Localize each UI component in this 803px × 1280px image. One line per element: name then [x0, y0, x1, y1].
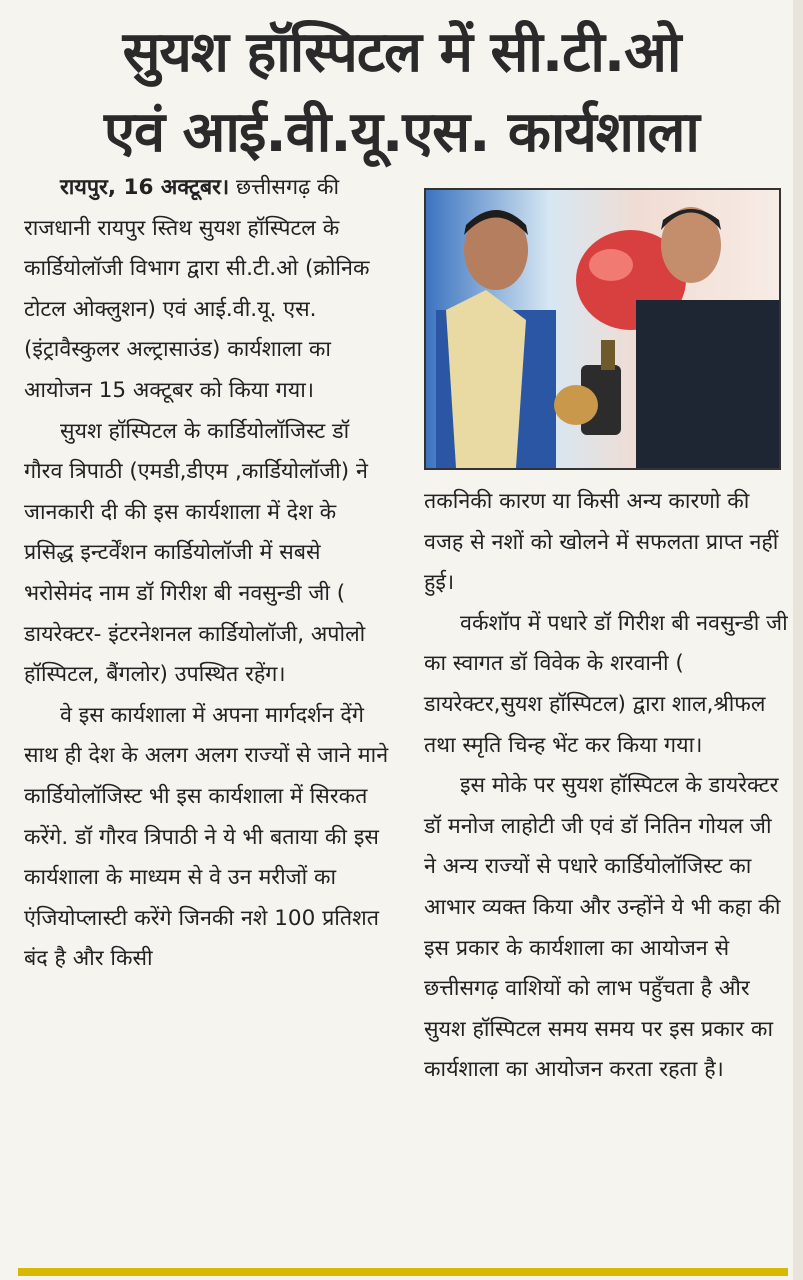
- paragraph-2: [24, 412, 390, 696]
- headline-line-2: एवं आई.वी.यू.एस. कार्यशाला: [104, 100, 699, 165]
- page-edge: [793, 0, 803, 1280]
- paragraph-1: [24, 168, 390, 412]
- headline-line-1: सुयश हॉस्पिटल में सी.टी.ओ: [122, 20, 681, 85]
- paragraph-4-text: तकनिकी कारण या किसी अन्य कारणो की वजह से नशों को खोलने में सफलता प्राप्त नहीं हुई।: [424, 489, 779, 596]
- paragraph-2-text: सुयश हॉस्पिटल के कार्डियोलॉजिस्ट डॉ गौरव त्रिपाठी (एमडी,डीएम ,कार्डियोलॉजी) ने जानकारी दी की इस कार्यशाला में देश के प्रसिद्ध इन्टर्वेंशन कार्डियोलॉजी में सबसे भरोसेमंद नाम डॉ गिरीश बी नवसुन्डी जी ( डायरेक्टर- इंटरनेशनल कार्डियोलॉजी, अपोलो हॉस्पिटल, बैंगलोर) उपस्थित रहेंग।: [24, 418, 368, 688]
- paragraph-6-text: इस मोके पर सुयश हॉस्पिटल के डायरेक्टर डॉ मनोज लाहोटी जी एवं डॉ नितिन गोयल जी ने अन्य राज्यों से पधारे कार्डियोलॉजिस्ट का आभार व्यक्त किया और उन्होंने ये भी कहा की इस प्रकार के कार्यशाला का आयोजन से छत्तीसगढ़ वाशियों को लाभ पहुँचता है और सुयश हॉस्पिटल समय समय पर इस प्रकार का कार्यशाला का आयोजन करता रहता है।: [424, 773, 781, 1083]
- paragraph-1-text: छत्तीसगढ़ की राजधानी रायपुर स्तिथ सुयश हॉस्पिटल के कार्डियोलॉजी विभाग द्वारा सी.टी.ओ (क्रोनिक टोटल ओक्लुशन) एवं आई.वी.यू. एस. (इंट्रावैस्कुलर अल्ट्रासाउंड) कार्यशाला का आयोजन 15 अक्टूबर को किया गया।: [24, 175, 370, 403]
- paragraph-5-text: वर्कशॉप में पधारे डॉ गिरीश बी नवसुन्डी जी का स्वागत डॉ विवेक के शरवानी ( डायरेक्टर,सुयश हॉस्पिटल) द्वारा शाल,श्रीफल तथा स्मृति चिन्ह भेंट कर किया गया।: [424, 610, 788, 758]
- article-column-right: [424, 482, 790, 1091]
- dateline: रायपुर, 16 अक्टूबर।: [60, 175, 230, 200]
- article-column-left: [24, 168, 390, 980]
- paragraph-5: [424, 604, 790, 766]
- bottom-accent-rule: [18, 1268, 788, 1276]
- paragraph-4: [424, 482, 790, 604]
- award-photo: [424, 188, 781, 470]
- paragraph-6: [424, 766, 790, 1091]
- paragraph-3-text: वे इस कार्यशाला में अपना मार्गदर्शन देंगे साथ ही देश के अलग अलग राज्यों से जाने माने कार्डियोलॉजिस्ट भी इस कार्यशाला में सिरकत करेंगे. डॉ गौरव त्रिपाठी ने ये भी बताया की इस कार्यशाला के माध्यम से वे उन मरीजों का एंजियोप्लास्टी करेंगे जिनकी नशे 100 प्रतिशत बंद है और किसी: [24, 702, 389, 972]
- paragraph-3: [24, 696, 390, 980]
- photo-illustration: [426, 190, 779, 468]
